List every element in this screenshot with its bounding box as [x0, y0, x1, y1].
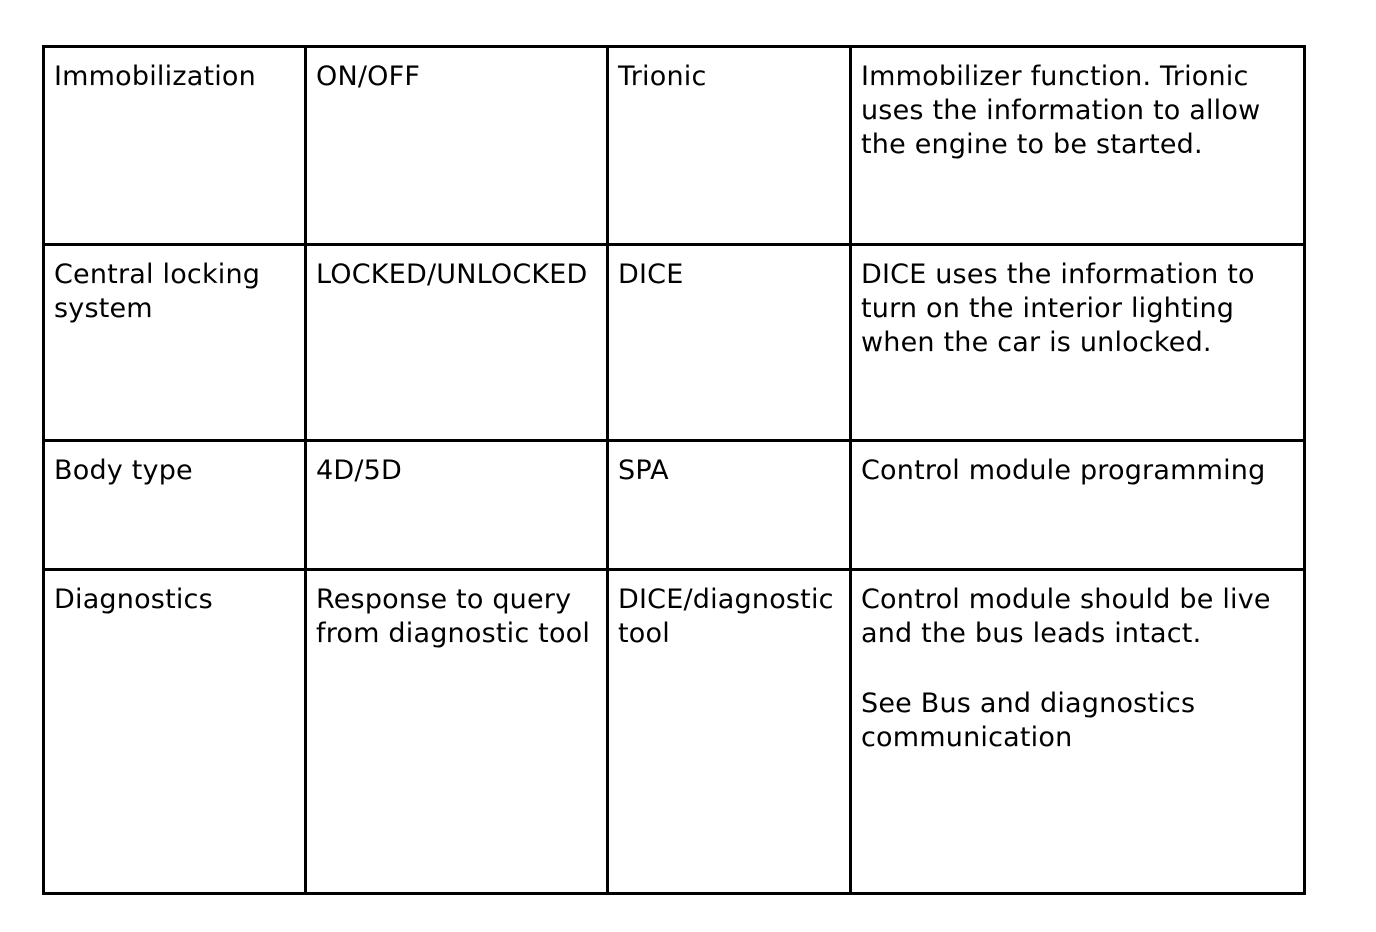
function-text: Control module should be live and the bus leads intact.: [861, 584, 1271, 649]
receiver-cell: DICE: [608, 245, 851, 441]
function-cell: [851, 570, 1305, 894]
states-cell: ON/OFF: [306, 47, 608, 245]
function-cell: [851, 47, 1305, 245]
function-cell: [851, 441, 1305, 570]
signal-table: [42, 45, 1306, 895]
table-row: [44, 245, 1305, 441]
states-cell: Response to query from diagnostic tool: [306, 570, 608, 894]
function-text-reference: See Bus and diagnostics communication: [861, 688, 1196, 753]
signal-cell: Body type: [44, 441, 306, 570]
signal-cell: Diagnostics: [44, 570, 306, 894]
function-text: DICE uses the information to turn on the interior lighting when the car is unlocked.: [861, 259, 1255, 358]
states-cell: LOCKED/UNLOCKED: [306, 245, 608, 441]
table-row: [44, 47, 1305, 245]
receiver-cell: SPA: [608, 441, 851, 570]
receiver-cell: DICE/diagnostic tool: [608, 570, 851, 894]
function-text: Immobilizer function. Trionic uses the information to allow the engine to be started.: [861, 61, 1261, 160]
table-row: [44, 441, 1305, 570]
receiver-cell: Trionic: [608, 47, 851, 245]
function-cell: [851, 245, 1305, 441]
function-text: Control module programming: [861, 455, 1266, 486]
table-row: [44, 570, 1305, 894]
states-cell: 4D/5D: [306, 441, 608, 570]
signal-cell: Central locking system: [44, 245, 306, 441]
signal-cell: Immobilization: [44, 47, 306, 245]
